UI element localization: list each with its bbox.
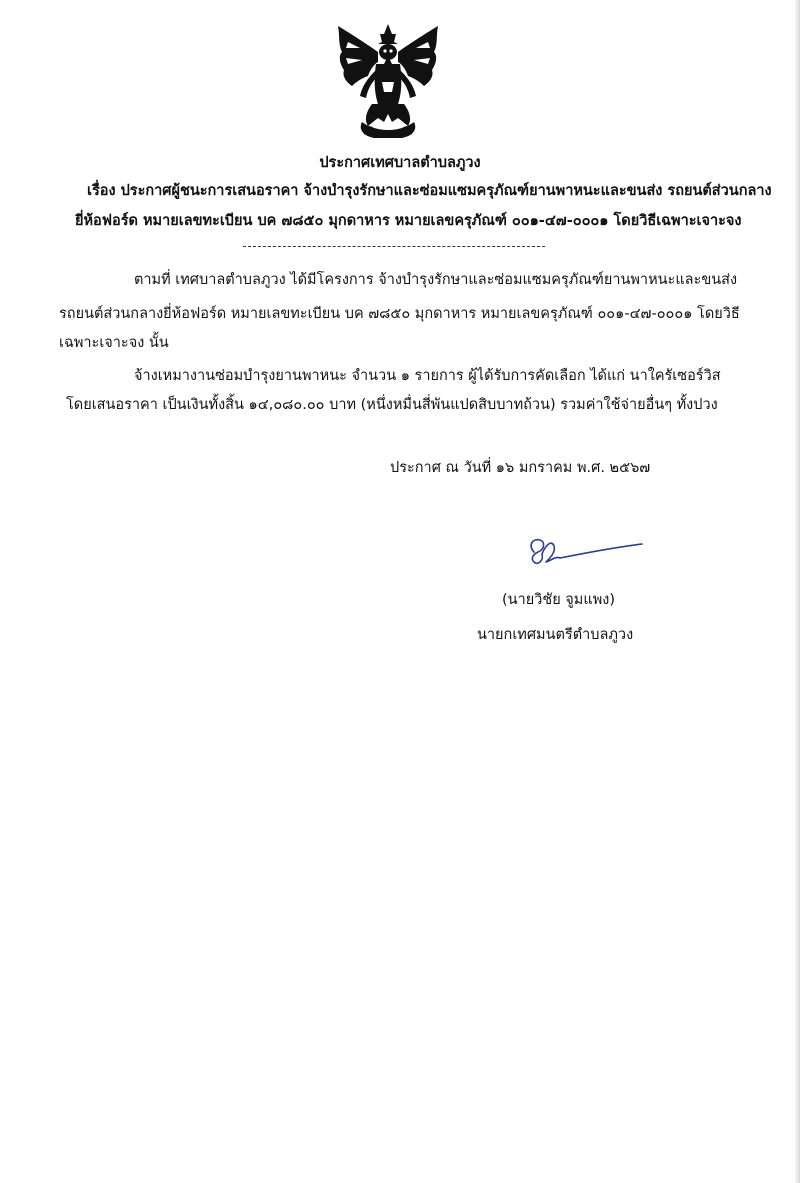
signatory-position: นายกเทศมนตรีตำบลภูวง xyxy=(477,627,634,643)
paragraph-2-line-1: จ้างเหมางานซ่อมบำรุงยานพาหนะ จำนวน ๑ รายการ ผู้ได้รับการคัดเลือก ได้แก่ นาใครัเซอร์วิส xyxy=(134,368,721,384)
signatory-name: (นายวิชัย จูมแพง) xyxy=(502,592,615,608)
dashed-divider xyxy=(243,246,545,247)
paragraph-1-line-1: ตามที่ เทศบาลตำบลภูวง ได้มีโครงการ จ้างบำรุงรักษาและซ่อมแซมครุภัณฑ์ยานพาหนะและขนส่ง xyxy=(134,272,738,288)
announcement-heading: ประกาศเทศบาลตำบลภูวง xyxy=(319,155,481,171)
garuda-emblem-icon xyxy=(334,22,442,140)
paragraph-2-line-2: โดยเสนอราคา เป็นเงินทั้งสิ้น ๑๔,๐๘๐.๐๐ บาท (หนึ่งหมื่นสี่พันแปดสิบบาทถ้วน) รวมค่าใช้จ่ายอื่นๆ ทั้งปวง xyxy=(66,397,718,413)
signature-mark xyxy=(520,532,648,572)
subject-line-2: ยี่ห้อฟอร์ด หมายเลขทะเบียน บค ๗๘๕๐ มุกดาหาร หมายเลขครุภัณฑ์ ๐๐๑-๔๗-๐๐๐๑ โดยวิธีเฉพาะเจาะจง xyxy=(75,213,742,229)
subject-line-1: เรื่อง ประกาศผู้ชนะการเสนอราคา จ้างบำรุงรักษาและซ่อมแซมครุภัณฑ์ยานพาหนะและขนส่ง รถยนต์ส่วนกลาง xyxy=(87,183,772,199)
paragraph-1-line-3: เฉพาะเจาะจง นั้น xyxy=(59,335,169,351)
announcement-date: ประกาศ ณ วันที่ ๑๖ มกราคม พ.ศ. ๒๕๖๗ xyxy=(390,460,651,476)
paragraph-1-line-2: รถยนต์ส่วนกลางยี่ห้อฟอร์ด หมายเลขทะเบียน บค ๗๘๕๐ มุกดาหาร หมายเลขครุภัณฑ์ ๐๐๑-๔๗-๐๐๐๑ โดยวิธี xyxy=(59,306,740,322)
page-edge-shadow xyxy=(794,0,800,1183)
